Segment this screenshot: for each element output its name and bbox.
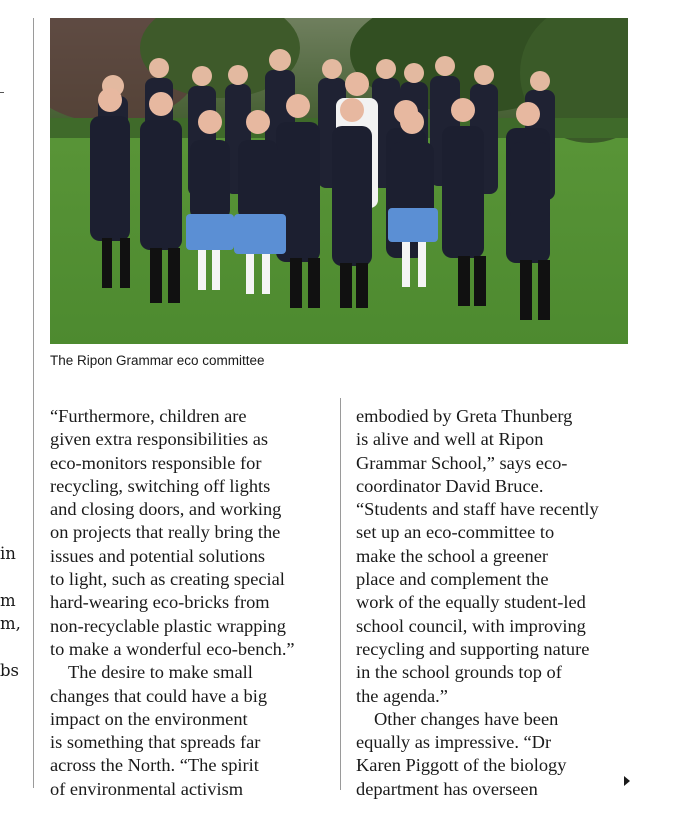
article-column-right xyxy=(356,405,636,801)
margin-fragment: m xyxy=(0,591,16,610)
left-column-rule xyxy=(33,18,34,788)
text-line: across the North. “The spirit xyxy=(50,755,259,776)
text-line: school council, with improving xyxy=(356,615,586,636)
text-line: is something that spreads far xyxy=(50,732,261,753)
text-line: and closing doors, and working xyxy=(50,499,282,520)
text-line: recycling, switching off lights xyxy=(50,475,271,496)
photo-caption: The Ripon Grammar eco committee xyxy=(50,353,265,368)
text-line: set up an eco-committee to xyxy=(356,522,555,543)
text-line: hard-wearing eco-bricks from xyxy=(50,592,270,613)
text-line: issues and potential solutions xyxy=(50,545,266,566)
text-line: coordinator David Bruce. xyxy=(356,475,544,496)
text-line: to make a wonderful eco-bench.” xyxy=(50,638,295,659)
margin-fragment: in xyxy=(0,544,16,563)
text-line: the agenda.” xyxy=(356,685,448,706)
margin-fragment: bs xyxy=(0,661,20,680)
text-line: is alive and well at Ripon xyxy=(356,429,544,450)
text-line: equally as impressive. “Dr xyxy=(356,732,552,753)
text-line: The desire to make small xyxy=(68,662,253,683)
text-line: non-recyclable plastic wrapping xyxy=(50,615,286,636)
column-divider-rule xyxy=(340,398,341,790)
text-line: recycling and supporting nature xyxy=(356,638,590,659)
text-line: Other changes have been xyxy=(374,708,559,729)
text-line: in the school grounds top of xyxy=(356,662,562,683)
text-line: changes that could have a big xyxy=(50,685,268,706)
text-line: “Furthermore, children are xyxy=(50,406,247,426)
text-line: Grammar School,” says eco- xyxy=(356,452,568,473)
triangle-right-icon[interactable] xyxy=(624,776,630,786)
text-line: impact on the environment xyxy=(50,708,248,729)
text-line: to light, such as creating special xyxy=(50,569,285,590)
margin-fragment: m, xyxy=(0,614,21,633)
text-line: given extra responsibilities as xyxy=(50,429,269,450)
group-photo xyxy=(50,18,628,344)
text-line: work of the equally student-led xyxy=(356,592,586,613)
text-line: on projects that really bring the xyxy=(50,522,281,543)
text-line: “Students and staff have recently xyxy=(356,499,599,520)
text-line: place and complement the xyxy=(356,569,549,590)
article-column-left xyxy=(50,405,340,801)
margin-mark xyxy=(0,92,4,98)
text-line: of environmental activism xyxy=(50,778,244,799)
text-line: department has overseen xyxy=(356,778,538,799)
text-line: embodied by Greta Thunberg xyxy=(356,406,573,426)
text-line: Karen Piggott of the biology xyxy=(356,755,567,776)
text-line: make the school a greener xyxy=(356,545,548,566)
text-line: eco-monitors responsible for xyxy=(50,452,262,473)
